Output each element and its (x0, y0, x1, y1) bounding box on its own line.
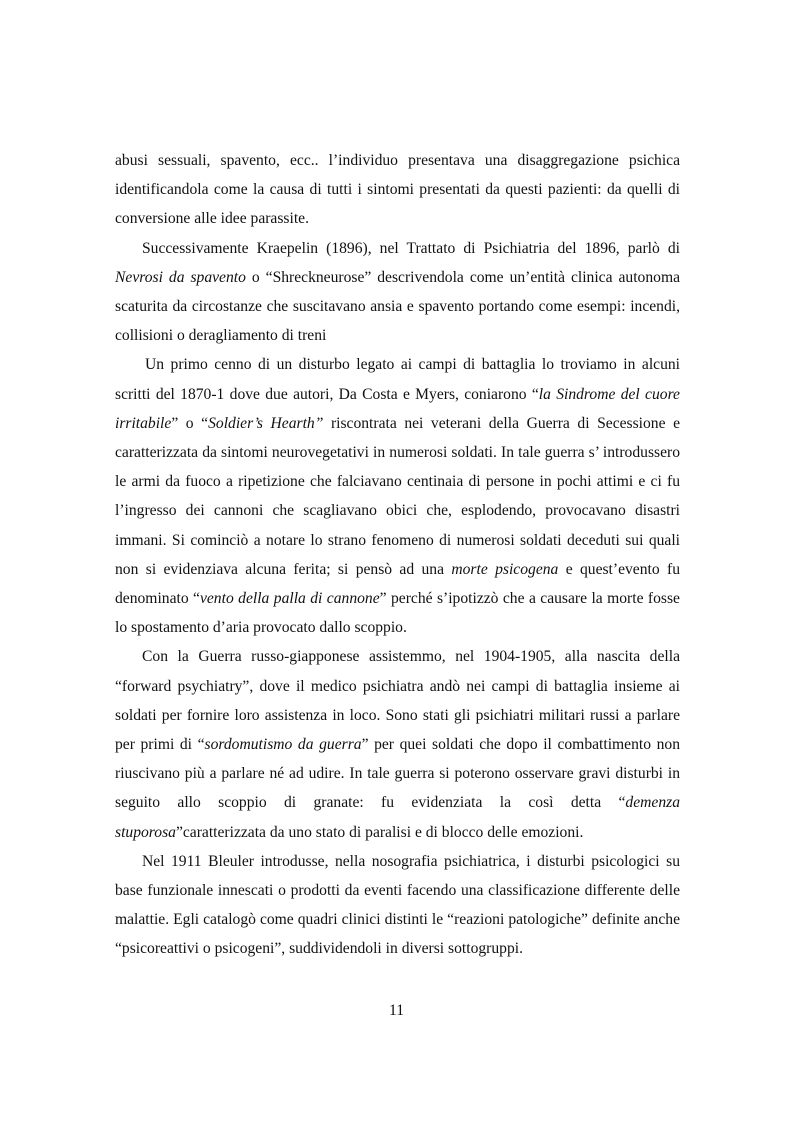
paragraph-5 (115, 847, 680, 964)
text-run: ”caratterizzata da uno stato di paralisi e di blocco delle emozioni. (175, 823, 584, 841)
text-run: Successivamente Kraepelin (1896), nel Trattato di Psichiatria del 1896, parlò di (142, 239, 680, 257)
text-run: Un primo cenno di un disturbo legato ai campi di battaglia lo troviamo in alcuni scritti del 1870-1 dove due autori, Da Costa e Myers, coniarono “ (115, 356, 680, 403)
text-run: ” o “ (171, 414, 209, 432)
italic-text-run: sordomutismo da guerra (204, 736, 362, 754)
page-body (115, 146, 680, 964)
italic-text-run: Nevrosi da spavento (115, 268, 246, 286)
italic-text-run: vento della palla di cannone (199, 590, 380, 608)
paragraph-2 (115, 234, 680, 351)
italic-text-run: demenza stuporosa (115, 794, 680, 841)
italic-text-run: la Sindrome del cuore irritabile (115, 385, 680, 432)
text-run: o “Shreckneurose” descrivendola come un’entità clinica autonoma scaturita da circostanze che suscitavano ansia e spavento portando come esempi: incendi, collisioni o deragliamento di treni (115, 268, 680, 345)
text-run: e quest’evento fu denominato “ (115, 560, 680, 608)
text-run: ” per quei soldati che dopo il combattimento non riuscivano più a parlare né ad udire. In tale guerra si poterono osservare gravi disturbi in seguito allo scoppio di granate: fu evidenziata la così detta “ (115, 736, 680, 812)
paragraph-3 (115, 350, 680, 642)
text-run: ” perché s’ipotizzò che a causare la morte fosse lo spostamento d’aria provocato dallo scoppio. (115, 590, 680, 637)
text-run: Nel 1911 Bleuler introdusse, nella nosografia psichiatrica, i disturbi psicologici su base funzionale innescati o prodotti da eventi facendo una classificazione differente delle malattie. Egli catalogò come quadri clinici distinti le “reazioni patologiche” definite anche “psicoreattivi o psicogeni”, suddividendoli in diversi sottogruppi. (115, 852, 680, 958)
text-run: abusi sessuali, spavento, ecc.. l’individuo presentava una disaggregazione psichica identificandola come la causa di tutti i sintomi presentati da questi pazienti: da quelli di conversione alle idee parassite. (115, 152, 680, 228)
text-run: riscontrata nei veterani della Guerra di Secessione e caratterizzata da sintomi neurovegetativi in numerosi soldati. In tale guerra s’ introdussero le armi da fuoco a ripetizione che falciavano centinaia di persone in pochi attimi e ci fu l’ingresso dei cannoni che scagliavano obici che, esplodendo, provocavano disastri immani. Si cominciò a notare lo strano fenomeno di numerosi soldati deceduti sui quali non si evidenziava alcuna ferita; si pensò ad una (115, 414, 681, 578)
page-number: 11 (388, 1002, 404, 1019)
italic-text-run: Soldier’s Hearth” (208, 414, 324, 432)
italic-text-run: morte psicogena (451, 560, 559, 578)
paragraph-4 (115, 642, 680, 846)
text-run: Con la Guerra russo-giapponese assistemmo, nel 1904-1905, alla nascita della “forward psychiatry”, dove il medico psichiatra andò nei campi di battaglia insieme ai soldati per fornire loro assistenza in loco. Sono stati gli psichiatri militari russi a parlare per primi di “ (115, 648, 680, 754)
paragraph-1 (115, 146, 680, 234)
